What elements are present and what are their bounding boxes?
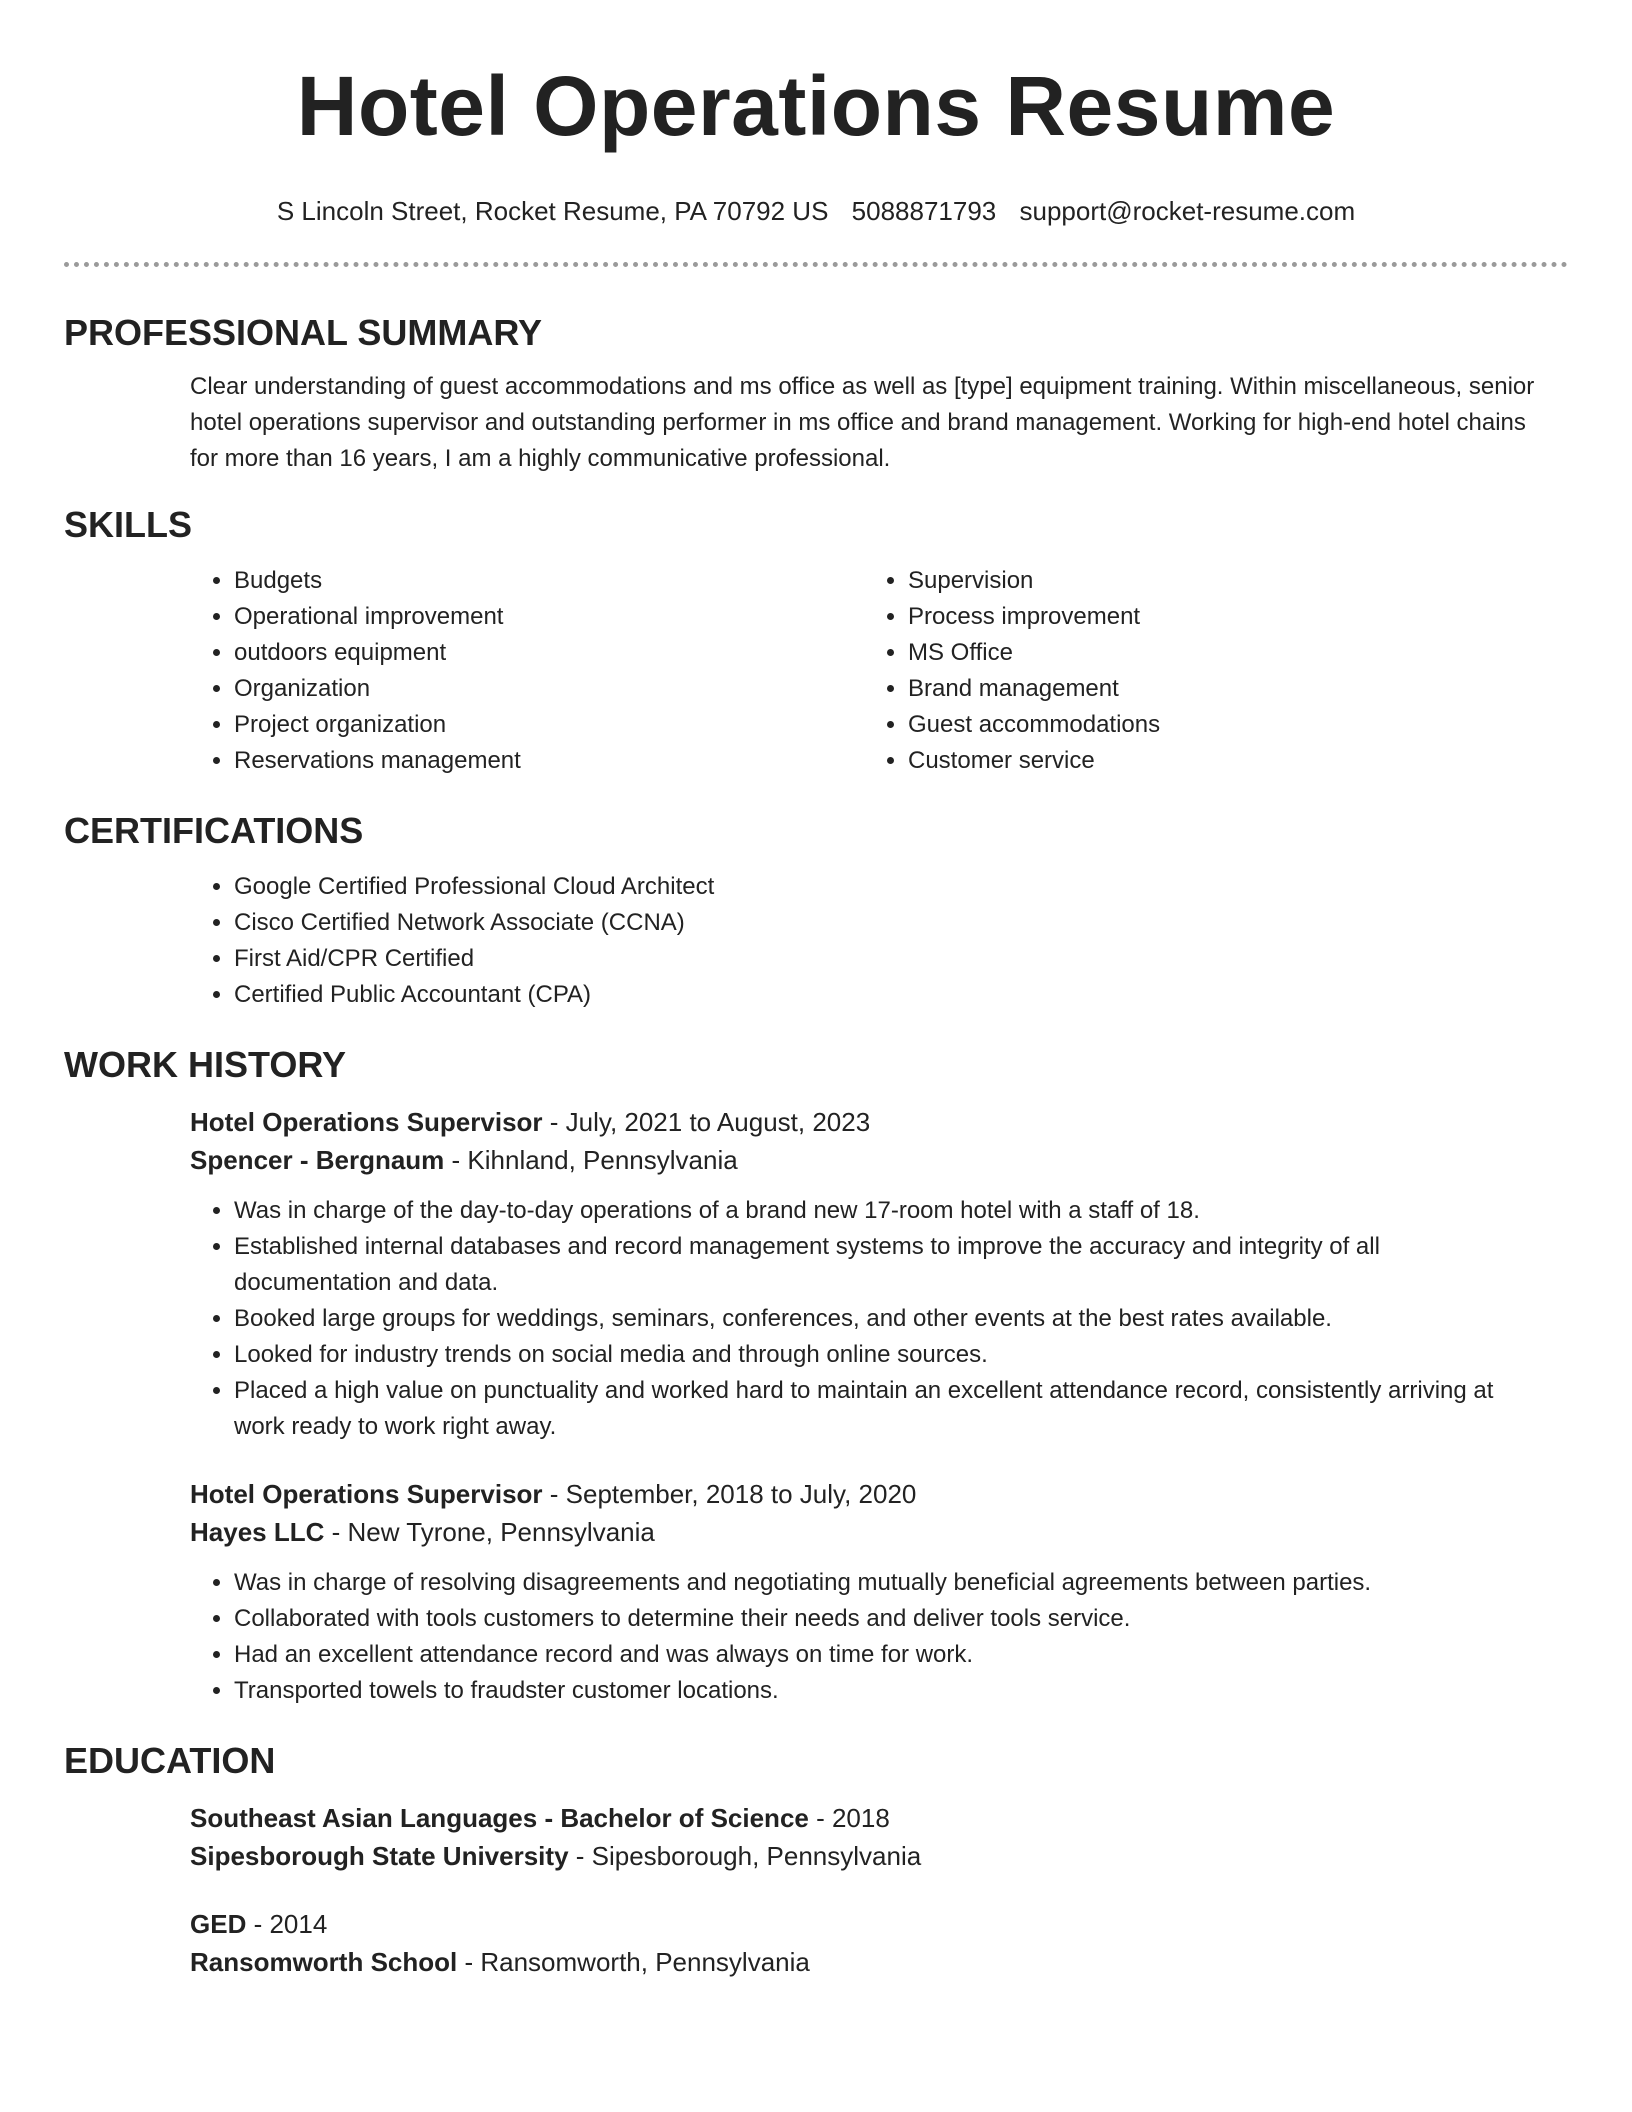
certification-item: • Cisco Certified Network Associate (CCNA) bbox=[234, 905, 1538, 941]
job-bullet: • Established internal databases and record management systems to improve the accuracy and integrity of all documentation and data. bbox=[234, 1229, 1538, 1301]
job-bullet: • Had an excellent attendance record and was always on time for work. bbox=[234, 1637, 1538, 1673]
job-entry bbox=[190, 1103, 1538, 1445]
skills-heading: SKILLS bbox=[64, 504, 193, 545]
header-divider bbox=[64, 262, 1568, 267]
job-bullet: • Transported towels to fraudster customer locations. bbox=[234, 1673, 1538, 1709]
skills-column-left bbox=[190, 563, 864, 779]
skill-item: • Operational improvement bbox=[234, 599, 864, 635]
certification-item: • Google Certified Professional Cloud Architect bbox=[234, 869, 1538, 905]
skill-item: • Budgets bbox=[234, 563, 864, 599]
job-company-line bbox=[190, 1513, 1538, 1551]
education-entry bbox=[190, 1799, 1538, 1875]
skill-item: • outdoors equipment bbox=[234, 635, 864, 671]
contact-phone: 5088871793 bbox=[851, 196, 997, 226]
summary-heading: PROFESSIONAL SUMMARY bbox=[64, 312, 543, 353]
education-entry bbox=[190, 1905, 1538, 1981]
job-title-line bbox=[190, 1475, 1538, 1513]
job-bullet: • Was in charge of the day-to-day operations of a brand new 17-room hotel with a staff of 18. bbox=[234, 1193, 1538, 1229]
work-history-section bbox=[64, 1103, 1568, 1709]
summary-section bbox=[64, 369, 1568, 477]
education-degree: Southeast Asian Languages - Bachelor of Science bbox=[190, 1803, 809, 1833]
skill-item: • Guest accommodations bbox=[908, 707, 1538, 743]
certifications-heading: CERTIFICATIONS bbox=[64, 810, 364, 851]
skill-item: • Project organization bbox=[234, 707, 864, 743]
education-school-line bbox=[190, 1943, 1538, 1981]
education-year: - 2018 bbox=[808, 1803, 890, 1833]
certifications-section bbox=[64, 869, 1568, 1013]
education-degree-line bbox=[190, 1905, 1538, 1943]
job-entry bbox=[190, 1475, 1538, 1709]
work-history-heading: WORK HISTORY bbox=[64, 1044, 347, 1085]
certification-item: • Certified Public Accountant (CPA) bbox=[234, 977, 1538, 1013]
education-section bbox=[64, 1799, 1568, 1981]
job-dates: - July, 2021 to August, 2023 bbox=[542, 1107, 871, 1137]
job-title: Hotel Operations Supervisor bbox=[190, 1479, 543, 1509]
certification-item: • First Aid/CPR Certified bbox=[234, 941, 1538, 977]
job-bullet: • Collaborated with tools customers to determine their needs and deliver tools service. bbox=[234, 1601, 1538, 1637]
job-title: Hotel Operations Supervisor bbox=[190, 1107, 543, 1137]
education-location: - Ransomworth, Pennsylvania bbox=[457, 1947, 810, 1977]
job-company: Spencer - Bergnaum bbox=[190, 1145, 445, 1175]
education-location: - Sipesborough, Pennsylvania bbox=[568, 1841, 922, 1871]
job-dates: - September, 2018 to July, 2020 bbox=[542, 1479, 917, 1509]
contact-address: S Lincoln Street, Rocket Resume, PA 70792 US bbox=[276, 196, 829, 226]
resume-title: Hotel Operations Resume bbox=[296, 59, 1336, 153]
job-bullet: • Looked for industry trends on social media and through online sources. bbox=[234, 1337, 1538, 1373]
education-degree: GED bbox=[190, 1909, 247, 1939]
contact-email: support@rocket-resume.com bbox=[1019, 196, 1356, 226]
job-location: - Kihnland, Pennsylvania bbox=[444, 1145, 738, 1175]
job-company: Hayes LLC bbox=[190, 1517, 325, 1547]
job-title-line bbox=[190, 1103, 1538, 1141]
job-bullet: • Placed a high value on punctuality and worked hard to maintain an excellent attendance record, consistently arriving at work ready to work right away. bbox=[234, 1373, 1538, 1445]
skills-column-right bbox=[864, 563, 1538, 779]
summary-text: Clear understanding of guest accommodations and ms office as well as [type] equipment training. Within miscellaneous, senior hotel operations supervisor and outstanding performer in ms office and brand management. Working for high-end hotel chains for more than 16 years, I am a highly communicative professional. bbox=[190, 373, 1535, 472]
job-bullet: • Booked large groups for weddings, seminars, conferences, and other events at the best rates available. bbox=[234, 1301, 1538, 1337]
skill-item: • Process improvement bbox=[908, 599, 1538, 635]
job-company-line bbox=[190, 1141, 1538, 1179]
skill-item: • MS Office bbox=[908, 635, 1538, 671]
education-school-line bbox=[190, 1837, 1538, 1875]
education-year: - 2014 bbox=[246, 1909, 328, 1939]
skills-section bbox=[64, 563, 1568, 779]
contact-line bbox=[64, 194, 1568, 228]
job-location: - New Tyrone, Pennsylvania bbox=[324, 1517, 655, 1547]
education-school: Sipesborough State University bbox=[190, 1841, 569, 1871]
skill-item: • Organization bbox=[234, 671, 864, 707]
education-school: Ransomworth School bbox=[190, 1947, 458, 1977]
education-heading: EDUCATION bbox=[64, 1740, 276, 1781]
job-bullet: • Was in charge of resolving disagreements and negotiating mutually beneficial agreements between parties. bbox=[234, 1565, 1538, 1601]
skill-item: • Supervision bbox=[908, 563, 1538, 599]
skill-item: • Customer service bbox=[908, 743, 1538, 779]
education-degree-line bbox=[190, 1799, 1538, 1837]
skill-item: • Brand management bbox=[908, 671, 1538, 707]
skill-item: • Reservations management bbox=[234, 743, 864, 779]
